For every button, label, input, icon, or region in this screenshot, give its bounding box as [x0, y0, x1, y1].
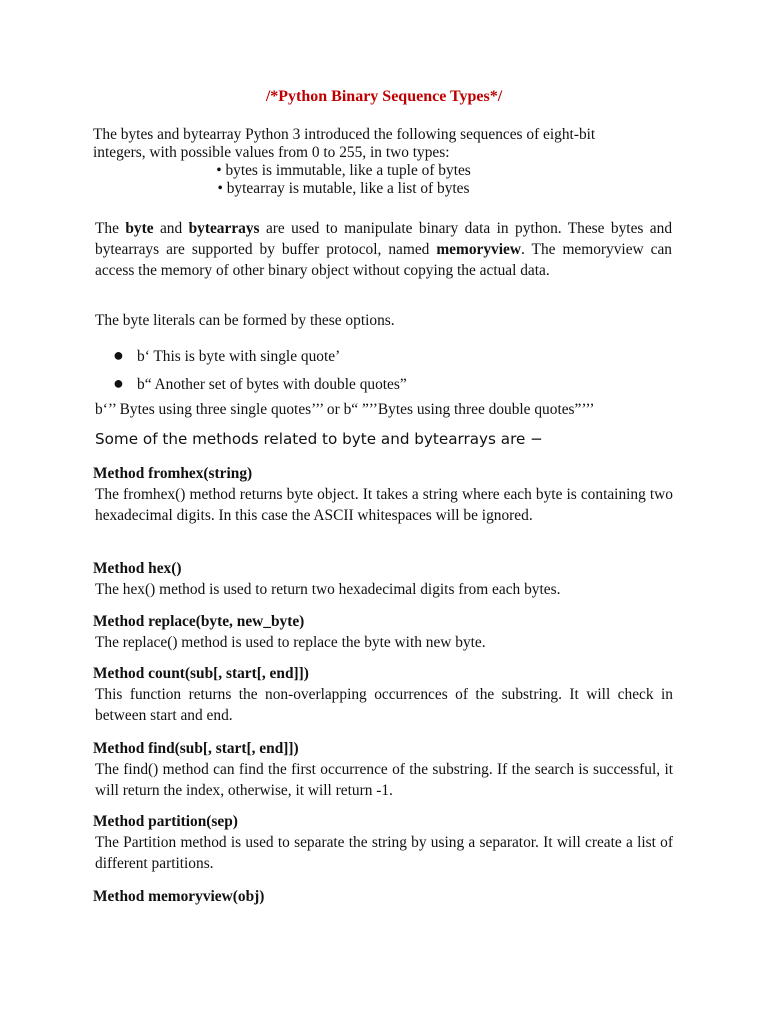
- method-block-count: [93, 664, 673, 726]
- method-name: Method replace(byte, new_byte): [93, 613, 305, 630]
- literal-bullet-text: b“ Another set of bytes with double quotes”: [137, 376, 407, 393]
- method-description: The find() method can find the first occurrence of the substring. If the search is successful, it will return the index, otherwise, it will return -1.: [95, 761, 673, 799]
- literal-triple-quotes: b‘’’ Bytes using three single quotes’’’ or b“ ”’’Bytes using three double quotes”’’’: [95, 401, 595, 418]
- intro-line-2: integers, with possible values from 0 to 255, in two types:: [93, 144, 450, 161]
- para-bold-bytearrays: bytearrays: [188, 220, 260, 237]
- method-name: Method fromhex(string): [93, 465, 253, 482]
- para-text-4: . The memoryview can access the memory of other binary object without copying the actual data.: [95, 241, 673, 279]
- method-name: Method memoryview(obj): [93, 888, 265, 905]
- methods-intro: Some of the methods related to byte and bytearrays are −: [95, 430, 543, 448]
- para-bold-byte: byte: [125, 220, 154, 237]
- method-block-partition: [93, 812, 673, 874]
- method-name: Method find(sub[, start[, end]]): [93, 740, 299, 757]
- method-block-memoryview: [93, 887, 673, 907]
- literals-intro: The byte literals can be formed by these options.: [95, 312, 395, 329]
- para-text-3: are used to manipulate binary data in python. These bytes and bytearrays are supported by buffer protocol, named: [95, 220, 673, 258]
- literal-bullet-item: [113, 346, 340, 366]
- method-block-fromhex: [93, 464, 673, 526]
- page-title: /*Python Binary Sequence Types*/: [265, 88, 503, 105]
- method-name: Method count(sub[, start[, end]]): [93, 665, 309, 682]
- intro-line-1: The bytes and bytearray Python 3 introduced the following sequences of eight-bit: [93, 126, 596, 143]
- para-text-1: The: [95, 220, 126, 237]
- method-description: This function returns the non-overlapping occurrences of the substring. It will check in between start and end.: [95, 686, 673, 724]
- intro-bullet-1: • bytes is immutable, like a tuple of bytes: [216, 162, 471, 179]
- byte-description-paragraph: [95, 218, 672, 281]
- method-description: The fromhex() method returns byte object. It takes a string where each byte is containing two hexadecimal digits. In this case the ASCII whitespaces will be ignored.: [95, 486, 673, 524]
- bullet-dot-icon: ●: [113, 345, 124, 365]
- bullet-dot-icon: ●: [113, 373, 124, 393]
- intro-bullet-2: • bytearray is mutable, like a list of bytes: [217, 180, 470, 197]
- method-description: The replace() method is used to replace the byte with new byte.: [95, 634, 486, 651]
- para-bold-memoryview: memoryview: [436, 241, 521, 258]
- method-name: Method partition(sep): [93, 813, 238, 830]
- method-name: Method hex(): [93, 560, 182, 577]
- para-text-2: and: [153, 220, 189, 237]
- method-description: The hex() method is used to return two hexadecimal digits from each bytes.: [95, 581, 561, 598]
- method-block-find: [93, 739, 673, 801]
- literal-bullet-item: [113, 374, 407, 394]
- method-block-hex: [93, 559, 673, 600]
- method-description: The Partition method is used to separate the string by using a separator. It will create a list of different partitions.: [95, 834, 673, 872]
- intro-block: [93, 126, 678, 198]
- method-block-replace: [93, 612, 673, 653]
- literal-bullet-text: b‘ This is byte with single quote’: [137, 348, 341, 365]
